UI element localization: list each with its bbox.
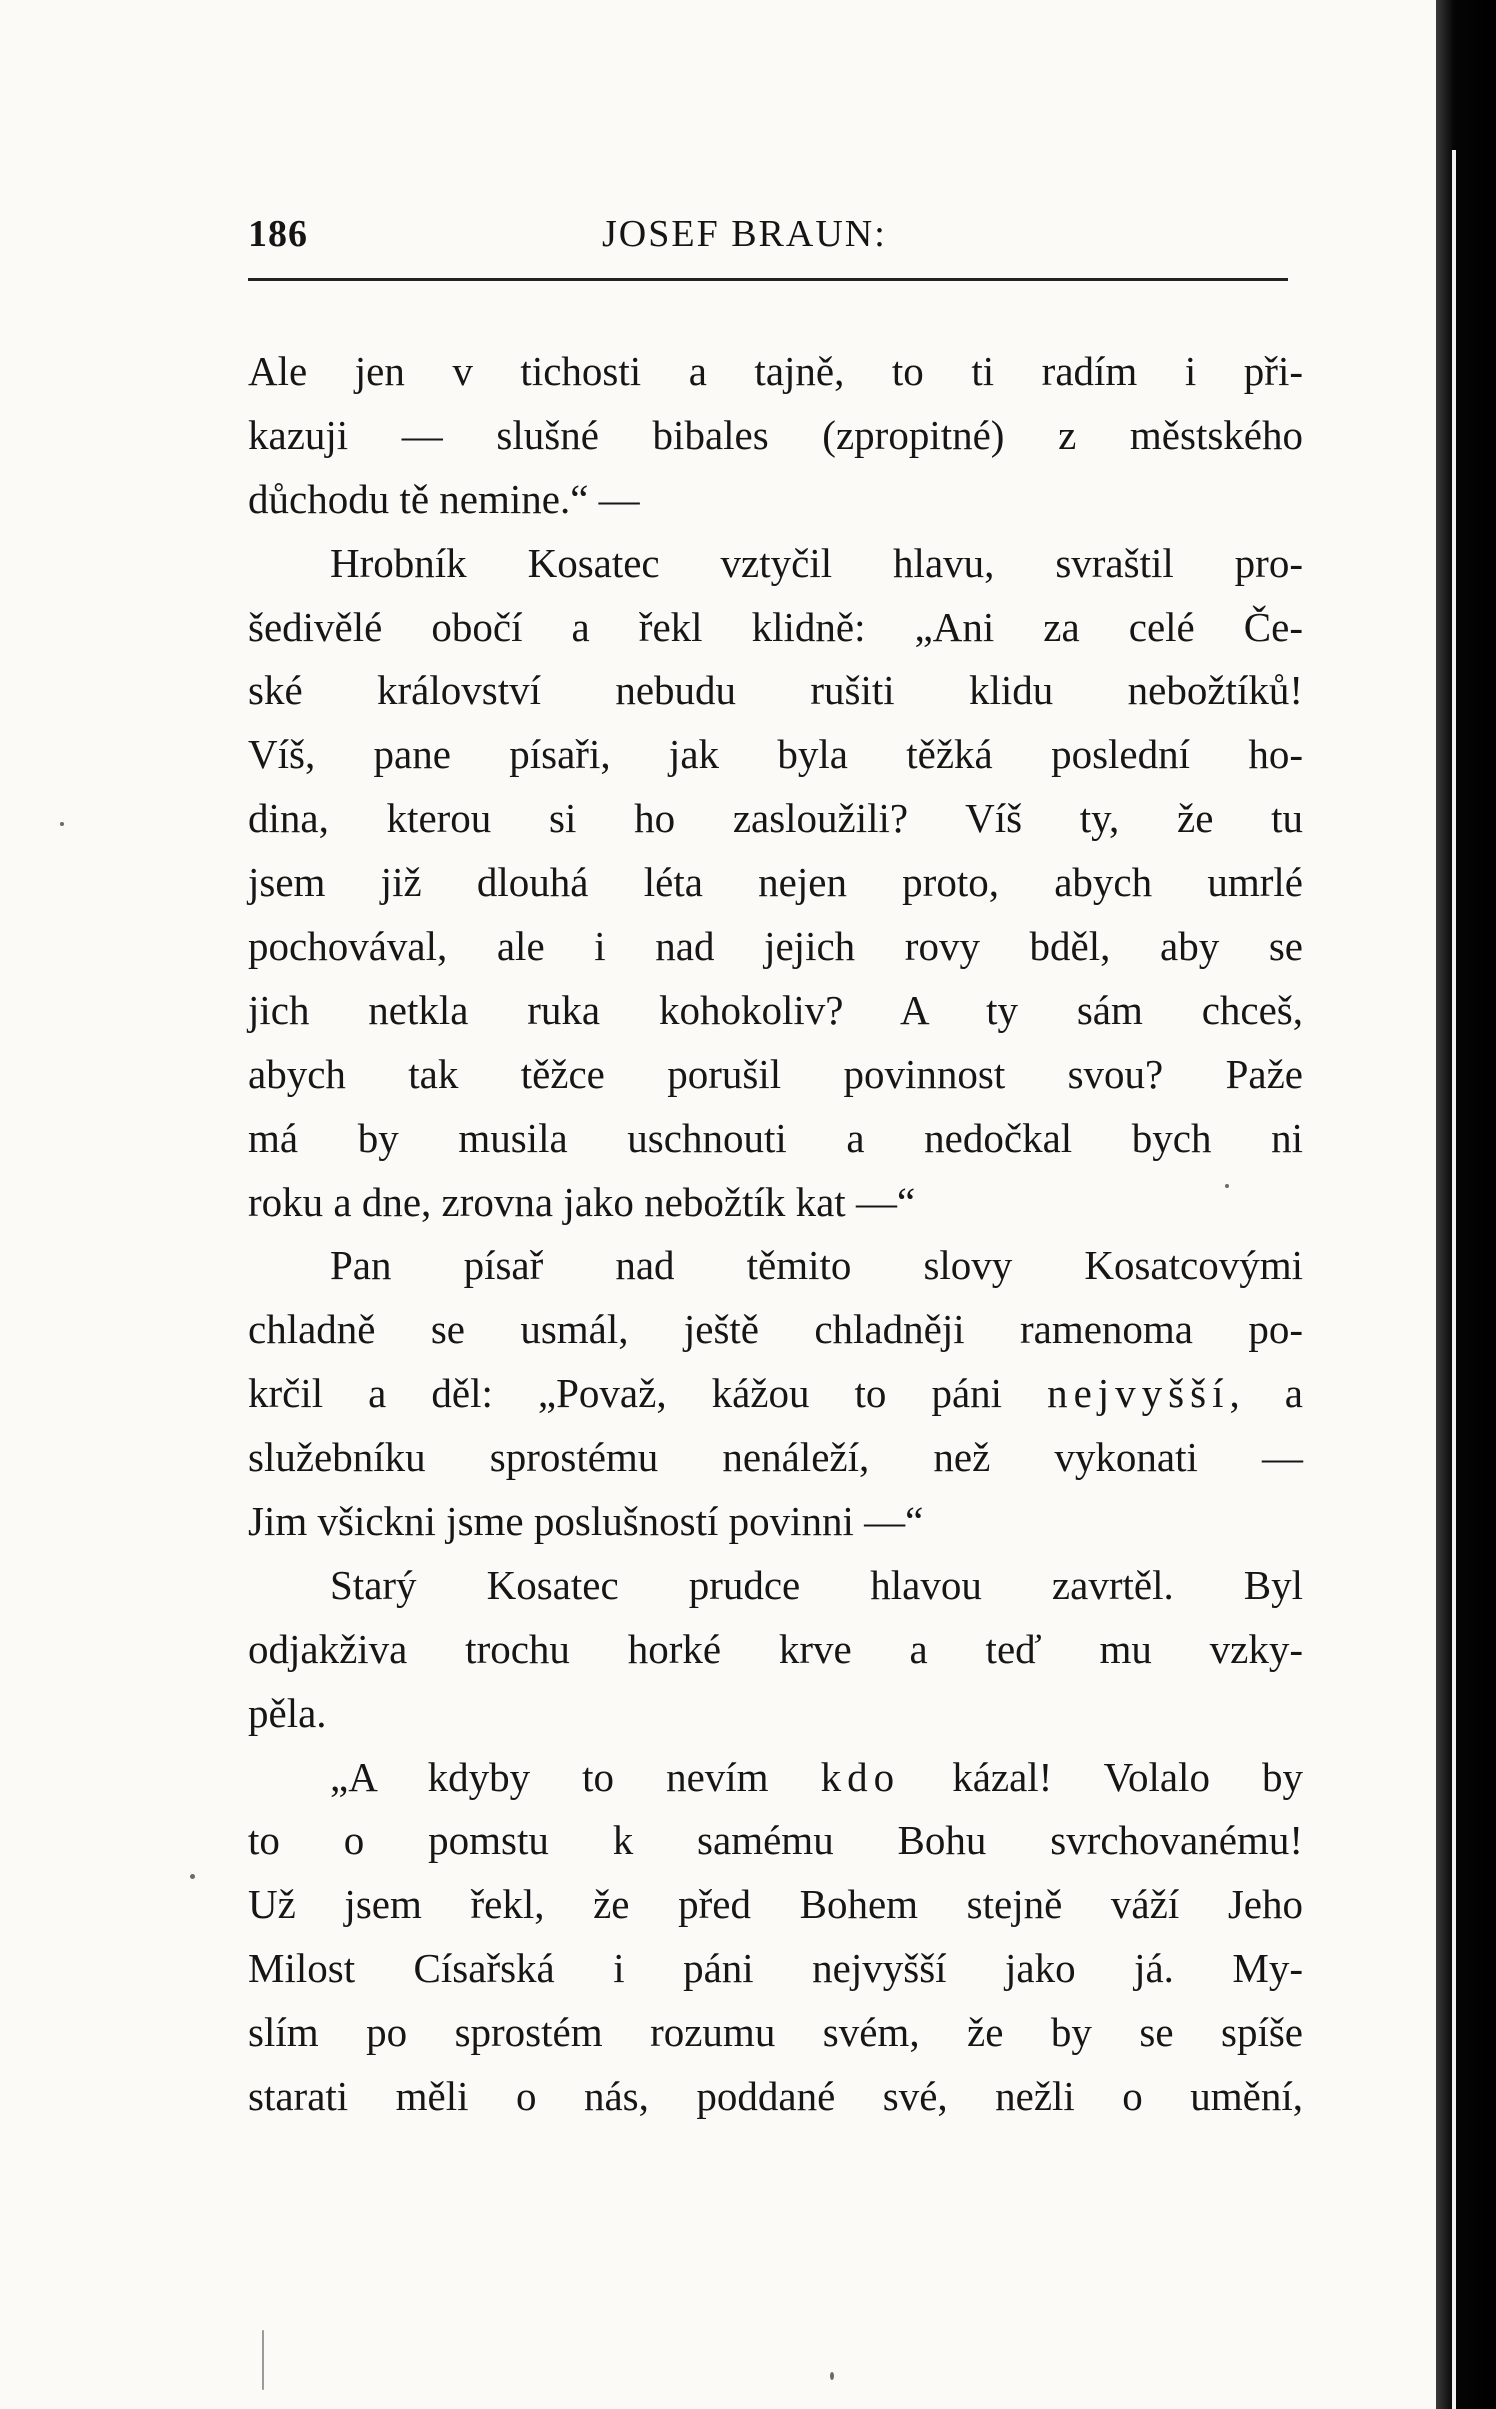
text-segment: krčil a děl: „Považ, kážou to páni	[248, 1370, 1048, 1417]
text-line: odjakživa trochu horké krve a teď mu vzky-	[248, 1625, 1303, 1672]
text-line: Ale jen v tichosti a tajně, to ti radím i při-	[248, 348, 1303, 394]
text-line: má by musila uschnouti a nedočkal bych ni	[248, 1114, 1303, 1161]
text-line: jsem již dlouhá léta nejen proto, abych umrlé	[248, 859, 1303, 906]
text-line	[248, 1362, 1303, 1426]
text-line: ské království nebudu rušiti klidu nebožtíků!	[248, 667, 1303, 714]
header-rule	[248, 278, 1288, 281]
text-segment: „A kdyby to nevím	[330, 1753, 821, 1800]
paper-speck	[190, 1874, 195, 1879]
text-line: Už jsem řekl, že před Bohem stejně váží Jeho	[248, 1881, 1303, 1928]
paper-speck	[60, 822, 64, 826]
page-edge-line	[1452, 150, 1456, 2409]
text-line: šedivělé obočí a řekl klidně: „Ani za celé Če-	[248, 603, 1303, 650]
text-line: pěla.	[248, 1689, 327, 1736]
text-line: chladně se usmál, ještě chladněji ramenoma po-	[248, 1306, 1303, 1353]
running-head: JOSEF BRAUN:	[602, 213, 887, 255]
text-line: kazuji — slušné bibales (zpropitné) z městského	[248, 411, 1303, 458]
text-line: Starý Kosatec prudce hlavou zavrtěl. Byl	[330, 1561, 1303, 1608]
paper-speck	[1225, 1184, 1229, 1188]
text-line: dina, kterou si ho zasloužili? Víš ty, že tu	[248, 795, 1303, 842]
text-line: Pan písař nad těmito slovy Kosatcovými	[330, 1242, 1303, 1289]
body-text	[248, 340, 1303, 2129]
text-line: to o pomstu k samému Bohu svrchovanému!	[248, 1817, 1303, 1864]
text-segment: kázal! Volalo by	[900, 1753, 1304, 1800]
page-header	[248, 212, 1288, 272]
page-edge-shadow	[1436, 0, 1496, 2409]
text-line: Jim všickni jsme poslušností povinni —“	[248, 1498, 924, 1545]
text-line: starati měli o nás, poddané své, nežli o umění,	[248, 2073, 1303, 2120]
text-line: roku a dne, zrovna jako nebožtík kat —“	[248, 1178, 916, 1225]
text-line: Víš, pane písaři, jak byla těžká poslední ho-	[248, 731, 1303, 778]
emphasized-text: nejvyšší	[1047, 1370, 1230, 1417]
text-line: Hrobník Kosatec vztyčil hlavu, svraštil pro-	[330, 539, 1303, 586]
text-line: důchodu tě nemine.“ —	[248, 475, 640, 522]
paper-speck	[830, 2372, 834, 2380]
text-line: slím po sprostém rozumu svém, že by se spíše	[248, 2009, 1303, 2056]
page-number: 186	[248, 213, 308, 255]
text-segment: , a	[1229, 1370, 1303, 1417]
paper-speck	[262, 2330, 264, 2390]
text-line: Milost Císařská i páni nejvyšší jako já. My-	[248, 1945, 1303, 1992]
text-line	[248, 1746, 1303, 1810]
emphasized-text: kdo	[820, 1753, 901, 1800]
text-line: jich netkla ruka kohokoliv? A ty sám chceš,	[248, 986, 1303, 1033]
text-line: abych tak těžce porušil povinnost svou? Paže	[248, 1050, 1303, 1097]
text-line: služebníku sprostému nenáleží, než vykonati —	[248, 1434, 1303, 1481]
text-line: pochovával, ale i nad jejich rovy bděl, aby se	[248, 923, 1303, 970]
